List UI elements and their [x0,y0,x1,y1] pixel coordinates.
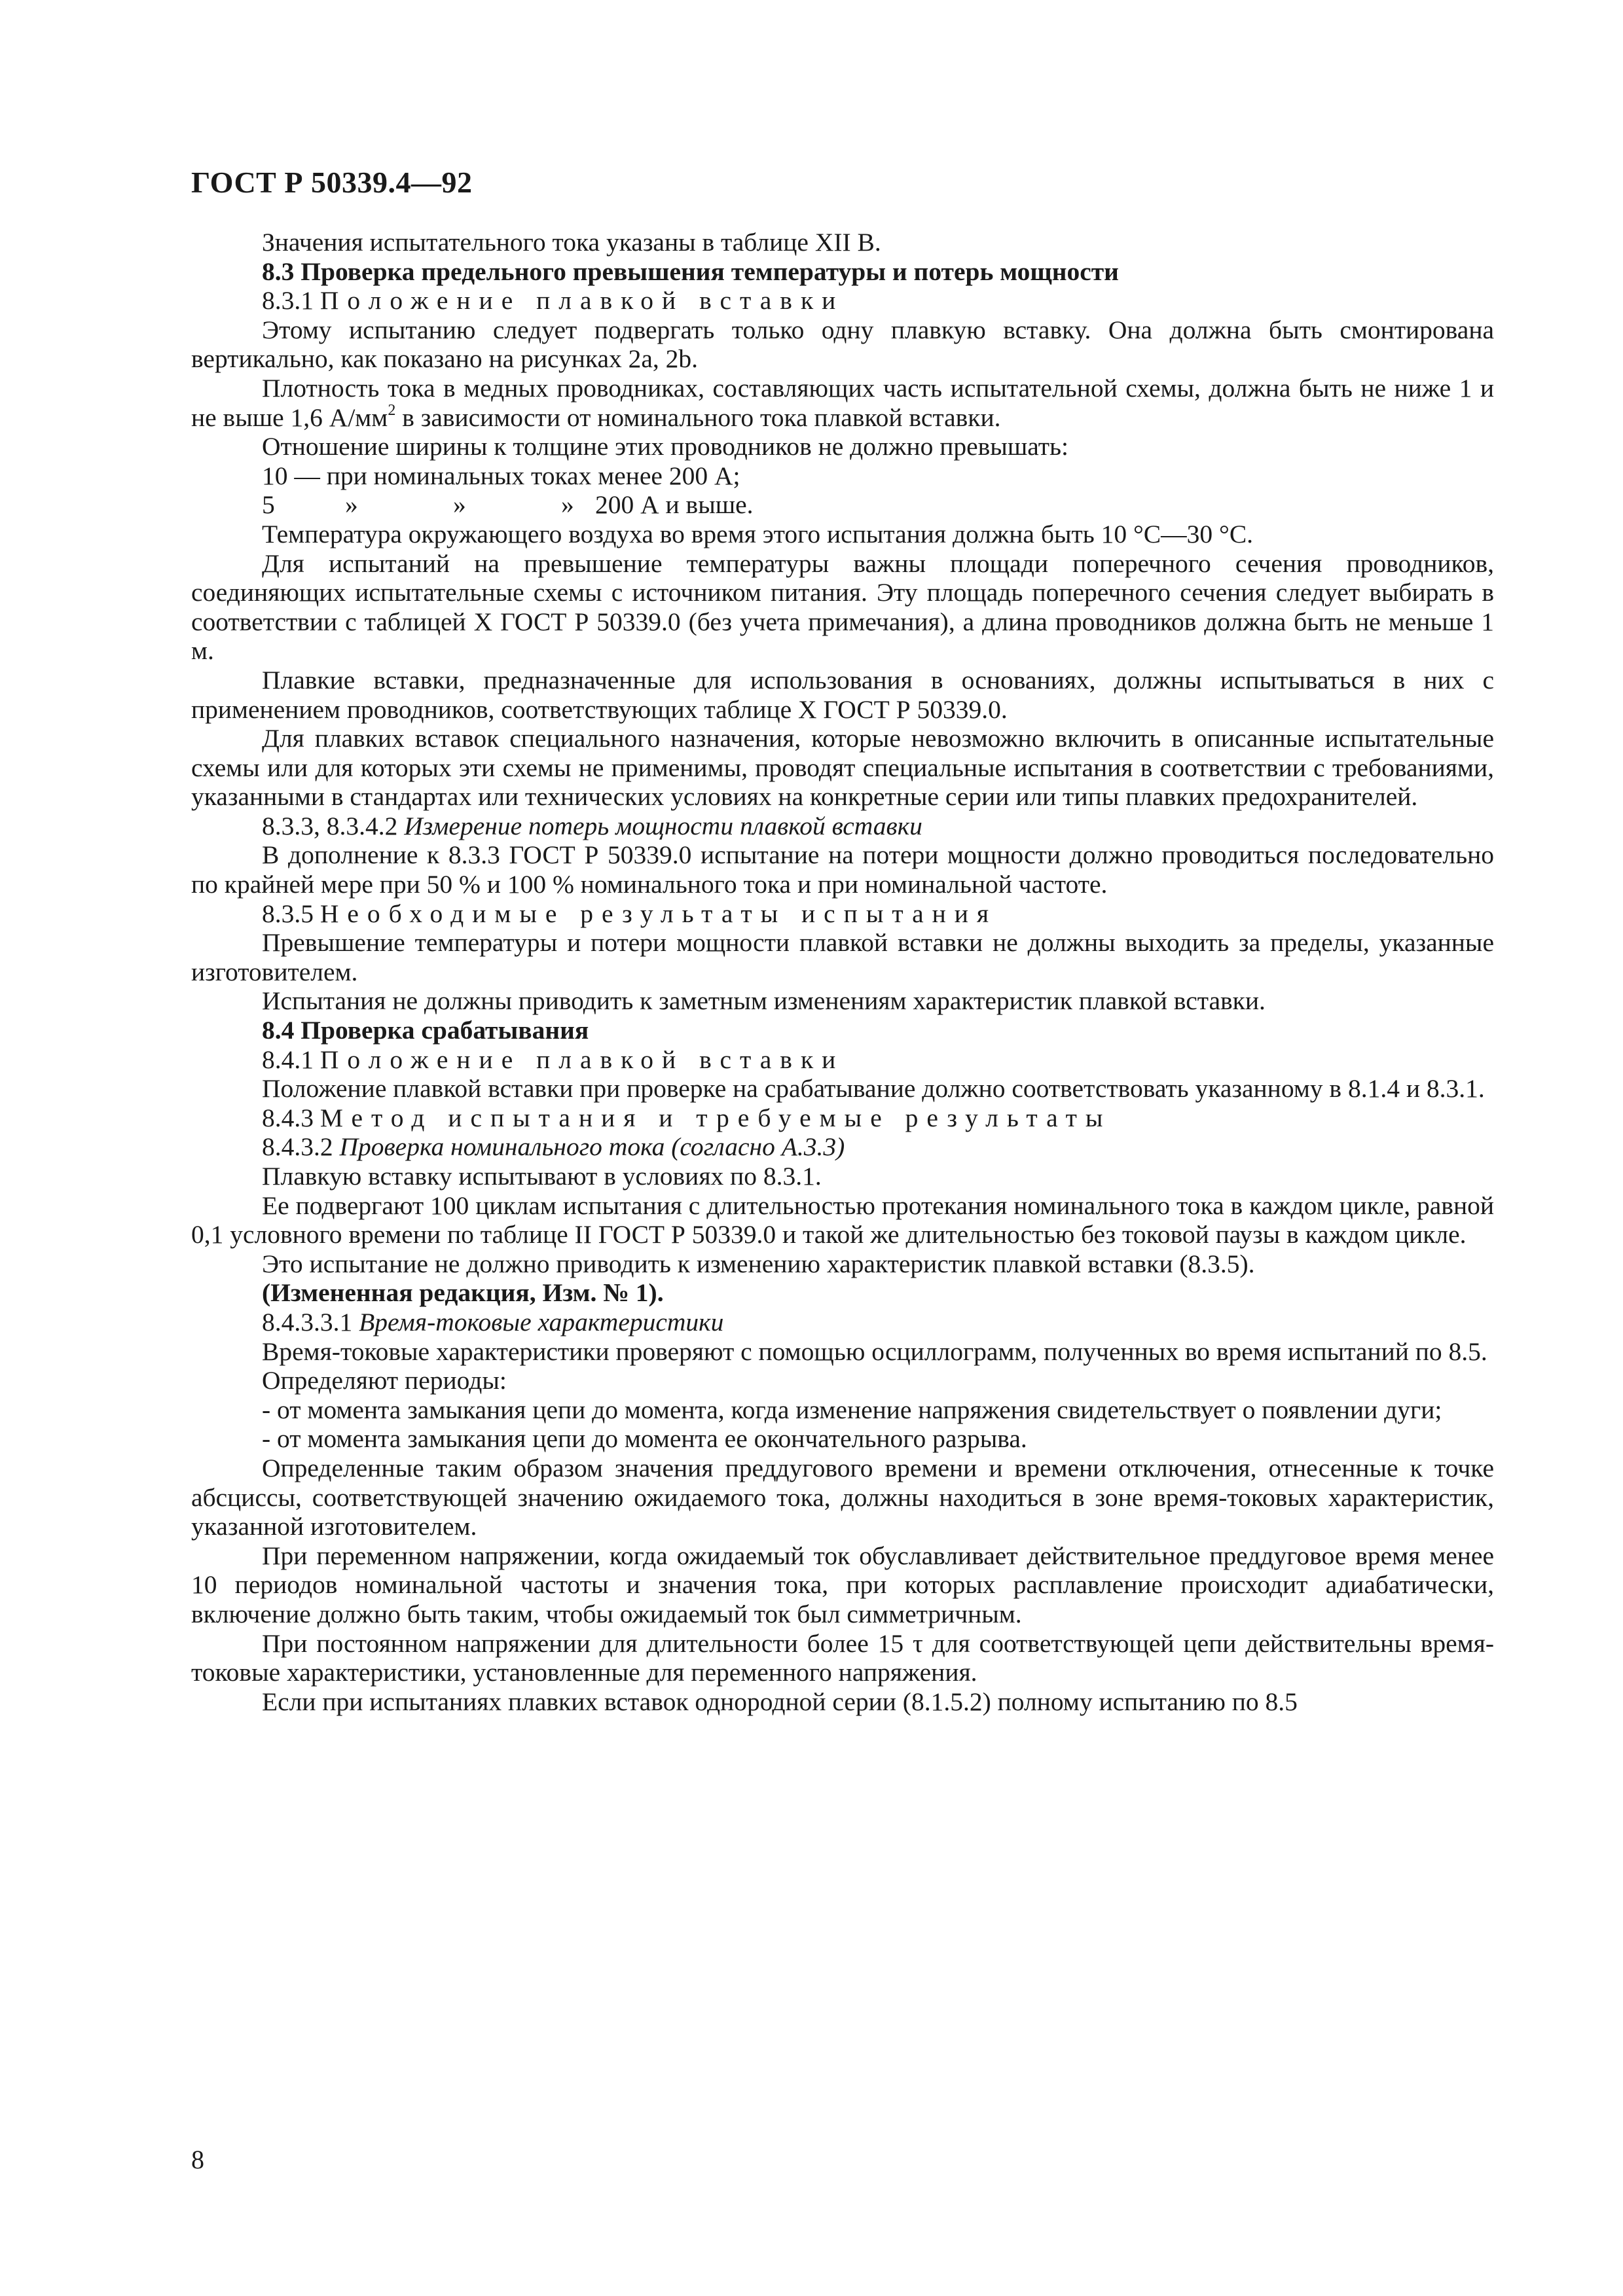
paragraph: Плавкие вставки, предназначенные для использования в основаниях, должны испытываться в них с применением проводников, соответствующих таблице X ГОСТ Р 50339.0. [191,665,1494,724]
subsection-8-4-3 [191,1103,1494,1133]
paragraph: Положение плавкой вставки при проверке на срабатывание должно соответствовать указанному в 8.1.4 и 8.3.1. [262,1074,1485,1103]
paragraph: Ее подвергают 100 циклам испытания с длительностью протекания номинального тока в каждом цикле, равной 0,1 условного времени по таблице II ГОСТ Р 50339.0 и такой же длительностью без токовой паузы в каждом цикле. [191,1191,1494,1249]
paragraph: Определяют периоды: [262,1366,507,1395]
subsection-number: 8.4.1 [262,1045,314,1074]
list-line [191,490,1494,520]
paragraph [191,374,1494,432]
paragraph: Если при испытаниях плавких вставок однородной серии (8.1.5.2) полному испытанию по 8.5 [262,1687,1298,1716]
paragraph: Плавкую вставку испытывают в условиях по 8.3.1. [262,1162,822,1191]
ditto-mark: » [561,490,574,520]
ditto-mark: » [453,490,466,520]
paragraph: Значения испытательного тока указаны в таблице XII B. [262,228,881,257]
list-item: - от момента замыкания цепи до момента ее окончательного разрыва. [262,1424,1027,1454]
paragraph: Этому испытанию следует подвергать только одну плавкую вставку. Она должна быть смонтирована вертикально, как показано на рисунках 2а, 2b. [191,315,1494,374]
subsection-title: Измерение потерь мощности плавкой вставки [404,811,922,840]
paragraph: Это испытание не должно приводить к изменению характеристик плавкой вставки (8.3.5). [262,1249,1255,1278]
list-line: 10 — при номинальных токах менее 200 А; [262,461,740,490]
text-run: в зависимости от номинального тока плавкой вставки. [395,403,1001,432]
subsection-number: 8.4.3 [262,1103,314,1132]
ditto-mark: » [345,490,358,520]
paragraph: Превышение температуры и потери мощности плавкой вставки не должны выходить за пределы, указанные изготовителем. [191,928,1494,986]
subsection-number: 8.4.3.3.1 [262,1307,353,1336]
paragraph: Испытания не должны приводить к заметным изменениям характеристик плавкой вставки. [262,986,1266,1016]
text-run: Плотность тока в медных проводниках, составляющих часть испытательной схемы, должна быть не ниже 1 и не выше 1,6 А/мм [191,373,1494,432]
paragraph: Отношение ширины к толщине этих проводников не должно превышать: [262,432,1069,461]
subsection-title: Положение плавкой вставки [319,286,845,315]
text-run: 200 А и выше. [595,490,754,520]
superscript: 2 [388,401,396,419]
subsection-number: 8.3.5 [262,899,314,928]
document-body [191,228,1494,1716]
paragraph: В дополнение к 8.3.3 ГОСТ Р 50339.0 испытание на потери мощности должно проводиться последовательно по крайней мере при 50 % и 100 % номинального тока и при номинальной частоте. [191,840,1494,899]
amendment-note: (Измененная редакция, Изм. № 1). [262,1278,664,1308]
subsection-8-4-3-2 [191,1132,1494,1162]
section-heading-8-3: 8.3 Проверка предельного превышения температуры и потерь мощности [262,257,1119,286]
section-heading-8-4: 8.4 Проверка срабатывания [262,1016,589,1045]
document-header: ГОСТ Р 50339.4—92 [191,166,473,199]
paragraph: Определенные таким образом значения преддугового времени и времени отключения, отнесенные к точке абсциссы, соответствующей значению ожидаемого тока, должны находиться в зоне время-токовых характеристик, указанной изготовителем. [191,1453,1494,1541]
paragraph: При постоянном напряжении для длительности более 15 τ для соответствующей цепи действительны время-токовые характеристики, установленные для переменного напряжения. [191,1628,1494,1687]
subsection-number: 8.3.1 [262,286,314,315]
list-item: - от момента замыкания цепи до момента, когда изменение напряжения свидетельствует о появлении дуги; [262,1395,1442,1424]
paragraph: Для испытаний на превышение температуры важны площади поперечного сечения проводников, соединяющих испытательные схемы с источником питания. Эту площадь поперечного сечения следует выбирать в соответствии с таблицей X ГОСТ Р 50339.0 (без учета примечания), а длина проводников должна быть не меньше 1 м. [191,548,1494,666]
subsection-title: Проверка номинального тока (согласно А.3.3) [339,1132,845,1162]
paragraph: Для плавких вставок специального назначения, которые невозможно включить в описанные испытательные схемы или для которых эти схемы не применимы, проводят специальные испытания в соответствии с требованиями, указанными в стандартах или технических условиях на конкретные серии или типы плавких предохранителей. [191,724,1494,812]
subsection-title: Необходимые результаты испытания [319,899,998,928]
subsection-number: 8.4.3.2 [262,1132,333,1162]
subsection-8-3-3 [191,812,1494,841]
subsection-number: 8.3.3, 8.3.4.2 [262,811,398,840]
subsection-8-4-3-3-1 [191,1308,1494,1337]
subsection-8-3-5 [191,899,1494,929]
subsection-8-3-1 [191,286,1494,315]
page-number: 8 [191,2145,204,2174]
subsection-title: Время-токовые характеристики [359,1307,724,1336]
paragraph: При переменном напряжении, когда ожидаемый ток обуславливает действительное преддуговое время менее 10 периодов номинальной частоты и значения тока, при которых расплавление происходит адиабатически, включение должно быть таким, чтобы ожидаемый ток был симметричным. [191,1541,1494,1628]
list-number: 5 [262,490,275,520]
subsection-title: Положение плавкой вставки [319,1045,845,1074]
paragraph: Температура окружающего воздуха во время этого испытания должна быть 10 °С—30 °С. [262,519,1254,548]
subsection-8-4-1 [191,1045,1494,1075]
paragraph: Время-токовые характеристики проверяют с помощью осциллограмм, полученных во время испытаний по 8.5. [262,1336,1487,1366]
subsection-title: Метод испытания и требуемые результаты [319,1103,1112,1132]
